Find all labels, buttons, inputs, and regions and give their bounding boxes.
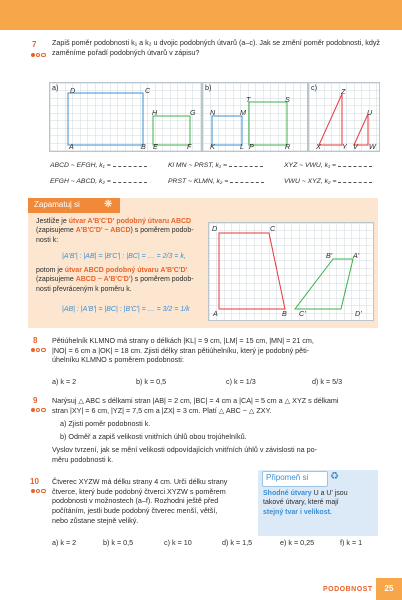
difficulty-dots bbox=[31, 348, 47, 354]
panel-label-c: c) bbox=[311, 83, 317, 92]
difficulty-dots bbox=[31, 408, 47, 414]
reminder-tab bbox=[262, 471, 328, 487]
eq-a2: EFGH ~ ABCD, k₂ = bbox=[50, 176, 147, 186]
ex8-option-c: c) k = 1/3 bbox=[226, 377, 256, 386]
similar-shapes-figure bbox=[209, 223, 373, 320]
eq-b2: PRST ~ KLMN, k₂ = bbox=[168, 176, 264, 186]
exercise-7-text: Zapiš poměr podobnosti k₁ a k₂ u dvojic podobných útvarů (a–c). Jak se změní poměr podobnosti, když zaměníme pořadí podobných útvarů v zápisu? bbox=[52, 38, 381, 57]
remember-paragraph-1: Jestliže je útvar A'B'C'D' podobný útvaru ABCD (zapisujeme A'B'C'D' ~ ABCD) s poměrem podob- nosti k: bbox=[36, 218, 194, 244]
remember-formula-2: |AB| : |A'B'| = |BC| : |B'C'| = … = 3/2 = 1/k bbox=[62, 306, 190, 313]
ex10-option-e: e) k = 0,25 bbox=[280, 538, 315, 547]
eq-b1: Kl MN ~ PRST, k₁ = bbox=[168, 160, 263, 170]
top-band bbox=[0, 0, 402, 30]
eq-a1: ABCD ~ EFGH, k₁ = bbox=[50, 160, 147, 170]
panel-label-a: a) bbox=[52, 83, 59, 92]
exercise-7-number: 7 bbox=[32, 40, 37, 49]
remember-paragraph-2: potom je útvar ABCD podobný útvaru A'B'C'D' (zapisujeme ABCD ~ A'B'C'D') s poměrem podob- nosti převráceným k poměru k. bbox=[36, 267, 194, 293]
ex8-option-b: b) k = 0,5 bbox=[136, 377, 167, 386]
reminder-text: Shodné útvary U a U' jsou takové útvary, které mají stejný tvar i velikost. bbox=[263, 490, 348, 516]
ex9-task-b: b) Odměř a zapiš velikosti vnitřních úhlů obou trojúhelníků. bbox=[60, 432, 247, 441]
remember-figure-grid: D C B' A' A B C' D' bbox=[208, 222, 374, 321]
remember-title: Zapamatuj si bbox=[34, 200, 80, 209]
panel-label-b: b) bbox=[205, 83, 212, 92]
ex10-option-b: b) k = 0,5 bbox=[103, 538, 134, 547]
brain-icon: ❋ bbox=[104, 199, 113, 210]
exercise-9-text: Narýsuj △ ABC s délkami stran |AB| = 2 cm, |BC| = 4 cm a |CA| = 5 cm a △ XYZ s délkami stran |XY| = 6 cm, |YZ| = 7,5 cm a |ZX| = 3 cm. Platí △ ABC ~ △ ZXY. bbox=[52, 396, 339, 415]
eq-c2: VWU ~ XYZ, k₂ = bbox=[284, 176, 372, 186]
exercise-8-number: 8 bbox=[33, 336, 38, 345]
eq-c1: XYZ ~ VWU, k₁ = bbox=[284, 160, 372, 170]
recycle-icon: ♻ bbox=[330, 471, 339, 482]
ex10-option-c: c) k = 10 bbox=[164, 538, 192, 547]
ex10-option-a: a) k = 2 bbox=[52, 538, 77, 547]
exercise-9-number: 9 bbox=[33, 396, 38, 405]
ex8-option-a: a) k = 2 bbox=[52, 377, 77, 386]
ex10-option-f: f) k = 1 bbox=[340, 538, 363, 547]
grid-panel-c: c) Z U X Y V W bbox=[308, 82, 380, 152]
ex9-task-a: a) Zjisti poměr podobnosti k. bbox=[60, 419, 151, 428]
difficulty-dots bbox=[31, 489, 47, 495]
exercise-8-text: Pětiúhelník KLMNO má strany o délkách |KL| = 9 cm, |LM| = 15 cm, |MN| = 21 cm, |NO| = 6 cm a |OK| = 18 cm. Zjisti délky stran pětiúhelníku, který je podobný pěti- úhelníku KLMNO s poměrem podobnosti: bbox=[52, 336, 314, 365]
ex9-task-c: Vyslov tvrzení, jak se mění velikosti odpovídajících vnitřních úhlů v závislosti na po- měru podobnosti k. bbox=[52, 445, 317, 464]
ex10-option-d: d) k = 1,5 bbox=[222, 538, 253, 547]
reminder-box bbox=[258, 470, 378, 536]
remember-tab bbox=[28, 198, 120, 213]
section-name: PODOBNOST bbox=[323, 586, 373, 593]
exercise-10-text: Čtverec XYZW má délku strany 4 cm. Urči délku strany čtverce, který bude podobný čtverci XYZW s poměrem podobnosti v možnostech (a–f). Rozhodni ještě před počítáním, jestli bude podobný čtverec menší, větší, nebo zůstane stejně veliký. bbox=[52, 477, 228, 525]
reminder-title: Připomeň si bbox=[266, 473, 309, 482]
page-number: 25 bbox=[376, 578, 402, 600]
exercise-10-number: 10 bbox=[30, 477, 39, 486]
grid-panel-b: b) T S N M K L P R bbox=[202, 82, 308, 152]
grid-panel-a: a) D C H G A B E F bbox=[49, 82, 202, 152]
difficulty-dots bbox=[31, 53, 47, 59]
panel-b-figures bbox=[203, 83, 307, 151]
remember-formula-1: |A'B'| : |AB| = |B'C'| : |BC| = … = 2/3 = k, bbox=[62, 253, 186, 260]
ex8-option-d: d) k = 5/3 bbox=[312, 377, 343, 386]
